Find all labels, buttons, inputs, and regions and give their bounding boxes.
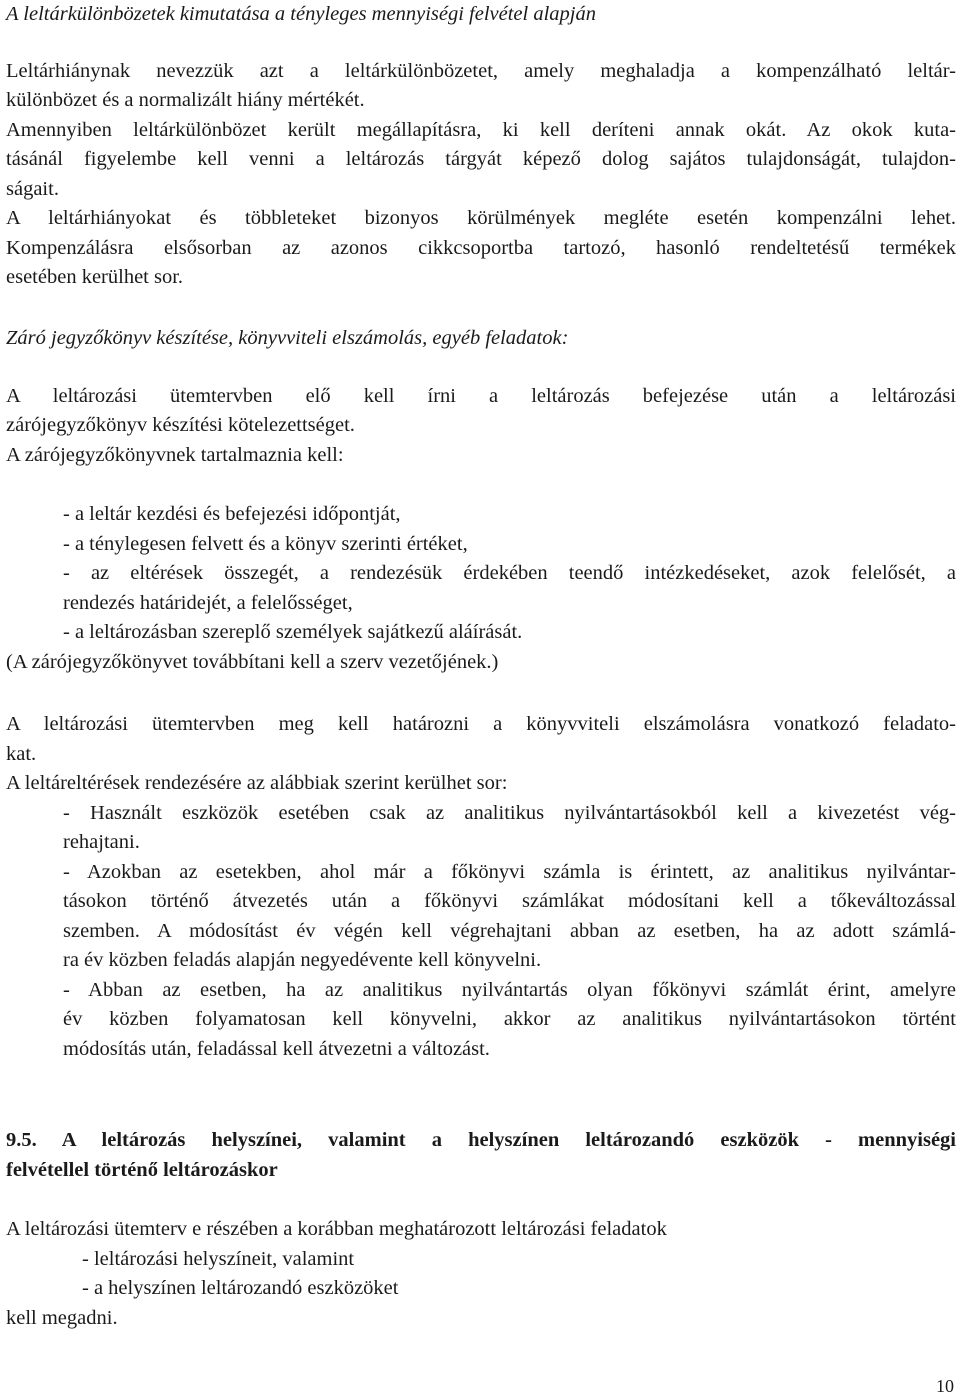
- paragraph-line: Kompenzálásra elsősorban az azonos cikkcsoportba tartozó, hasonló rendeltetésű termékek: [6, 236, 956, 259]
- list-item: - a leltár kezdési és befejezési időpontját,: [63, 503, 401, 525]
- paragraph-line: A leltározási ütemterv e részében a korábban meghatározott leltározási feladatok: [6, 1218, 667, 1240]
- closing-note: (A zárójegyzőkönyvet továbbítani kell a szerv vezetőjének.): [6, 650, 499, 673]
- inventory-diff-section: [6, 0, 956, 293]
- paragraph-line: zárójegyzőkönyv készítési kötelezettséget.: [6, 414, 355, 436]
- list-item: rehajtani.: [63, 831, 140, 853]
- paragraph-line: kell megadni.: [6, 1306, 118, 1329]
- list-item: - Használt eszközök esetében csak az analitikus nyilvántartásokból kell a kivezetést vég-: [63, 801, 956, 824]
- list-item: rendezés határidejét, a felelősséget,: [63, 591, 353, 614]
- list-item: - Azokban az esetekben, ahol már a főkönyvi számla is érintett, az analitikus nyilvántar-: [63, 860, 956, 883]
- paragraph-line: Leltárhiánynak nevezzük azt a leltárkülönbözetet, amely meghaladja a kompenzálható leltár-: [6, 59, 956, 82]
- list-item: - az eltérések összegét, a rendezésük érdekében teendő intézkedéseket, azok felelősét, a: [63, 562, 956, 584]
- section-heading: A leltárkülönbözetek kimutatása a tényleges mennyiségi felvétel alapján: [6, 3, 596, 25]
- paragraph-line: Amennyiben leltárkülönbözet került megállapításra, ki kell deríteni annak okát. Az okok kuta-: [6, 118, 956, 141]
- paragraph-line: kat.: [6, 742, 37, 765]
- paragraph-line: különbözet és a normalizált hiány mértékét.: [6, 89, 365, 111]
- paragraph-line: A leltározási ütemtervben meg kell határozni a könyvviteli elszámolásra vonatkozó feladato-: [6, 713, 956, 735]
- accounting-section: [6, 710, 956, 1064]
- list-item: - a helyszínen leltározandó eszközöket: [82, 1277, 399, 1299]
- section-heading: 9.5. A leltározás helyszínei, valamint a helyszínen leltározandó eszközök - mennyiségi: [6, 1129, 956, 1151]
- list-item: - leltározási helyszíneit, valamint: [82, 1247, 355, 1270]
- section-heading: felvétellel történő leltározáskor: [6, 1158, 278, 1181]
- list-item: - a leltározásban szereplő személyek sajátkezű aláírását.: [63, 621, 523, 643]
- paragraph-line: A leltáreltérések rendezésére az alábbiak szerint kerülhet sor:: [6, 772, 508, 794]
- paragraph-line: A leltározási ütemtervben elő kell írni a leltározás befejezése után a leltározási: [6, 384, 956, 407]
- list-item: ra év közben feladás alapján negyedévente kell könyvelni.: [63, 949, 542, 971]
- list-item: év közben folyamatosan kell könyvelni, akkor az analitikus nyilvántartásokon történt: [63, 1008, 956, 1030]
- section-9-5: [6, 1126, 956, 1333]
- paragraph-line: ságait.: [6, 177, 59, 200]
- page-number: 10: [936, 1376, 954, 1396]
- paragraph-line: A leltárhiányokat és többleteket bizonyos körülmények megléte esetén kompenzálni lehet.: [6, 207, 956, 229]
- paragraph-line: tásánál figyelembe kell venni a leltározás tárgyát képező dolog sajátos tulajdonságát, tulajdon-: [6, 148, 956, 170]
- section-heading: Záró jegyzőkönyv készítése, könyvviteli elszámolás, egyéb feladatok:: [6, 327, 569, 349]
- list-item: tásokon történő átvezetés után a főkönyvi számlákat módosítani kell a tőkeváltozással: [63, 890, 956, 912]
- list-item: módosítás után, feladással kell átvezetni a változást.: [63, 1037, 490, 1060]
- list-item: - a ténylegesen felvett és a könyv szerinti értéket,: [63, 532, 468, 555]
- paragraph-line: A zárójegyzőkönyvnek tartalmaznia kell:: [6, 443, 344, 466]
- paragraph-line: esetében kerülhet sor.: [6, 266, 184, 288]
- list-item: szemben. A módosítást év végén kell végrehajtani abban az esetben, ha az adott számlá-: [63, 919, 956, 942]
- closing-report-section: [6, 324, 956, 677]
- list-item: - Abban az esetben, ha az analitikus nyilvántartás olyan főkönyvi számlát érint, amelyre: [63, 978, 956, 1001]
